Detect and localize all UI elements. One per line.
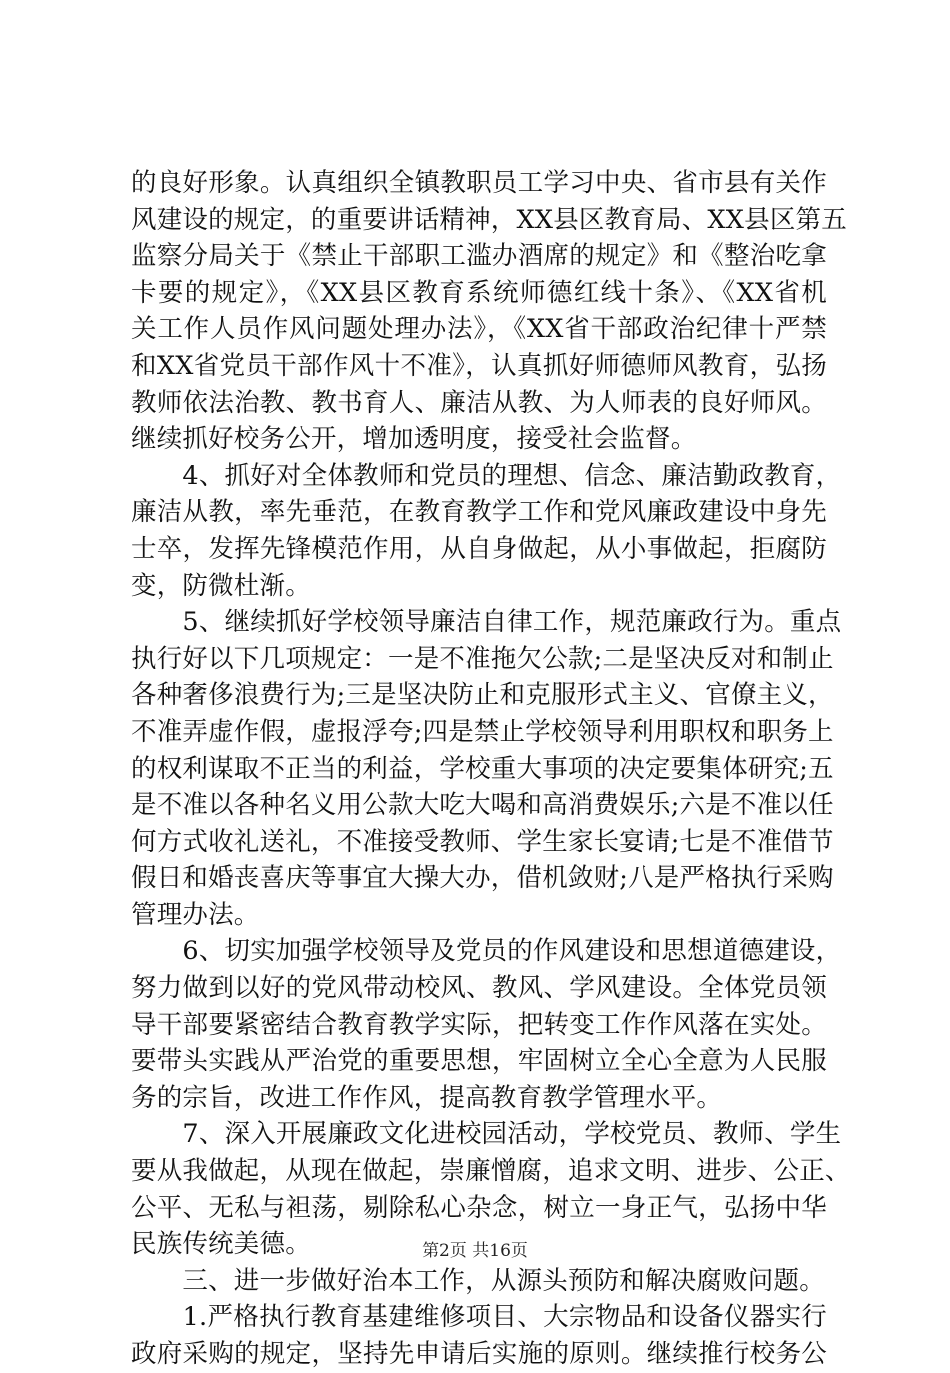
page-number-footer: 第2页 共16页: [422, 1241, 528, 1261]
text-line: 廉洁从教，率先垂范，在教育教学工作和党风廉政建设中身先: [131, 497, 827, 528]
text-line: 和XX省党员干部作风十不准》，认真抓好师德师风教育，弘扬: [131, 350, 827, 381]
text-line: 的良好形象。认真组织全镇教职员工学习中央、省市县有关作: [131, 168, 827, 198]
text-line: 1.严格执行教育基建维修项目、大宗物品和设备仪器实行: [131, 1302, 827, 1333]
text-line: 各种奢侈浪费行为;三是坚决防止和克服形式主义、官僚主义，: [131, 680, 834, 711]
text-line: 是不准以各种名义用公款大吃大喝和高消费娱乐;六是不准以任: [131, 790, 834, 821]
text-line: 执行好以下几项规定：一是不准拖欠公款;二是坚决反对和制止: [131, 643, 834, 674]
text-line: 三、进一步做好治本工作，从源头预防和解决腐败问题。: [131, 1265, 825, 1296]
text-line: 风建设的规定，的重要讲话精神，XX县区教育局、XX县区第五: [131, 204, 847, 235]
text-line: 努力做到以好的党风带动校风、教风、学风建设。全体党员领: [131, 973, 827, 1004]
text-line: 卡要的规定》，《XX县区教育系统师德红线十条》、《XX省机: [131, 277, 827, 308]
text-line: 7、深入开展廉政文化进校园活动，学校党员、教师、学生: [131, 1119, 842, 1150]
text-line: 继续抓好校务公开，增加透明度，接受社会监督。: [131, 424, 697, 455]
text-line: 务的宗旨，改进工作作风，提高教育教学管理水平。: [131, 1082, 723, 1113]
text-line: 政府采购的规定，坚持先申请后实施的原则。继续推行校务公: [131, 1339, 827, 1369]
text-line: 不准弄虚作假，虚报浮夸;四是禁止学校领导利用职权和职务上: [131, 716, 834, 747]
text-line: 要从我做起，从现在做起，崇廉憎腐，追求文明、进步、公正、: [131, 1156, 851, 1187]
text-line: 变，防微杜渐。: [131, 570, 311, 601]
text-line: 6、切实加强学校领导及党员的作风建设和思想道德建设，: [131, 936, 842, 967]
text-line: 公平、无私与袒荡，剔除私心杂念，树立一身正气，弘扬中华: [131, 1192, 827, 1223]
text-line: 的权利谋取不正当的利益，学校重大事项的决定要集体研究;五: [131, 753, 834, 784]
text-line: 4、抓好对全体教师和党员的理想、信念、廉洁勤政教育，: [131, 460, 842, 491]
text-line: 何方式收礼送礼，不准接受教师、学生家长宴请;七是不准借节: [131, 826, 834, 857]
text-line: 民族传统美德。: [131, 1229, 311, 1260]
text-line: 5、继续抓好学校领导廉洁自律工作，规范廉政行为。重点: [131, 607, 842, 638]
text-line: 教师依法治教、教书育人、廉洁从教、为人师表的良好师风。: [131, 387, 827, 418]
text-line: 假日和婚丧喜庆等事宜大操大办，借机敛财;八是严格执行采购: [131, 863, 834, 894]
text-line: 管理办法。: [131, 899, 260, 930]
document-body: [131, 165, 851, 1373]
text-line: 导干部要紧密结合教育教学实际，把转变工作作风落在实处。: [131, 1009, 827, 1040]
text-line: 要带头实践从严治党的重要思想，牢固树立全心全意为人民服: [131, 1046, 827, 1077]
text-line: 监察分局关于《禁止干部职工滥办酒席的规定》和《整治吃拿: [131, 241, 827, 272]
text-line: 士卒，发挥先锋模范作用，从自身做起，从小事做起，拒腐防: [131, 533, 827, 564]
text-line: 关工作人员作风问题处理办法》，《XX省干部政治纪律十严禁: [131, 314, 827, 345]
